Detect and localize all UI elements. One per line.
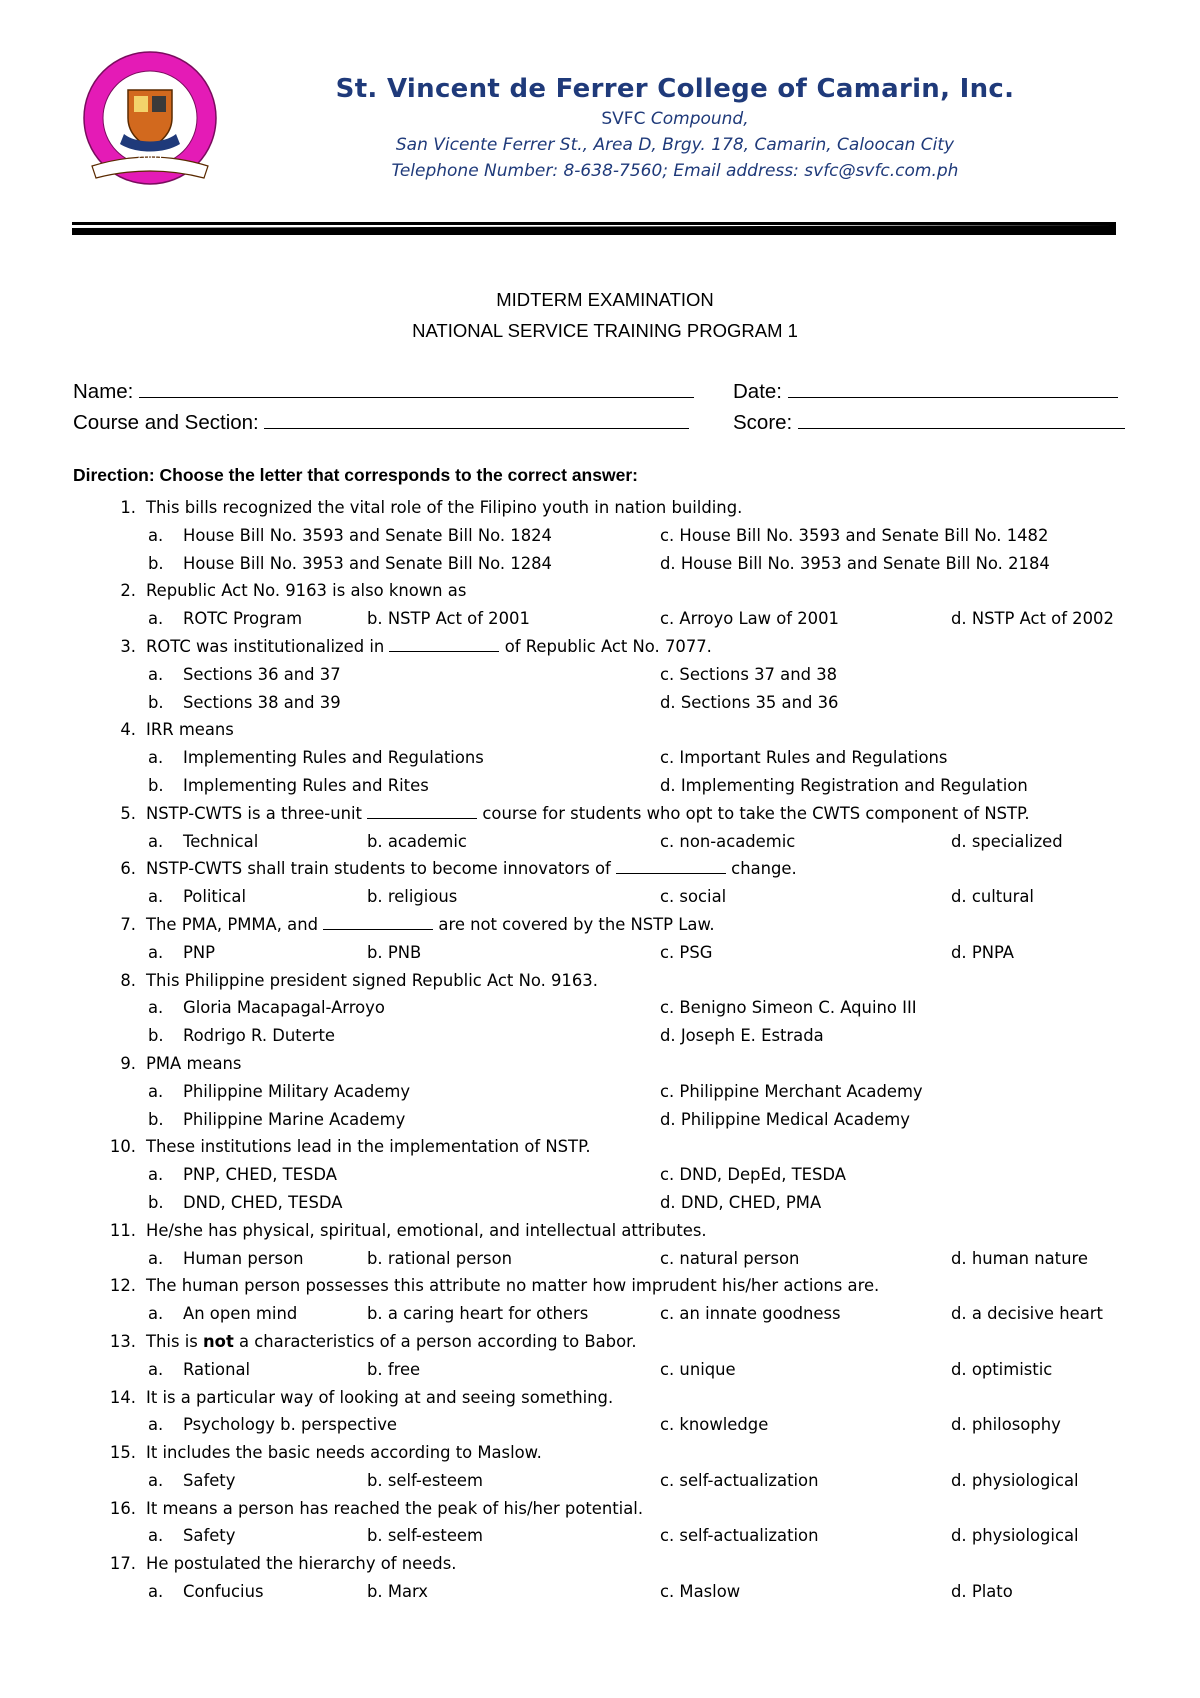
option-text[interactable]: d. Plato [951,1582,1013,1602]
option-row [0,994,1200,1022]
option-text[interactable]: c. PSG [660,942,713,962]
score-field[interactable] [733,406,1125,438]
option-letter[interactable]: a. [148,525,164,545]
course-section-field[interactable] [73,406,689,438]
option-text[interactable]: d. physiological [951,1470,1079,1490]
question-row [0,1272,1200,1300]
question-text: NSTP-CWTS shall train students to become innovators of change. [146,855,797,883]
option-text[interactable]: b. rational person [367,1248,512,1268]
option-text[interactable]: House Bill No. 3953 and Senate Bill No. 1284 [183,553,552,573]
option-text[interactable]: d. philosophy [951,1415,1061,1435]
option-letter[interactable]: b. [148,692,164,712]
question-row [0,1217,1200,1245]
course-label: Course and Section: [73,411,259,434]
question-text: This bills recognized the vital role of the Filipino youth in nation building. [146,498,743,517]
option-text[interactable]: c. Maslow [660,1582,741,1602]
question-row [0,1384,1200,1412]
question-row [0,855,1200,883]
option-text[interactable]: d. Implementing Registration and Regulation [660,775,1028,795]
option-text[interactable]: d. DND, CHED, PMA [660,1192,822,1212]
date-blank[interactable] [788,375,1118,398]
question-text: It includes the basic needs according to Maslow. [146,1443,542,1463]
option-letter[interactable]: a. [148,609,164,629]
exam-titles [0,284,1200,346]
question-text: He postulated the hierarchy of needs. [146,1554,457,1574]
question-text: The human person possesses this attribute no matter how imprudent his/her actions are. [146,1276,880,1296]
option-letter[interactable]: b. [148,1026,164,1046]
question-text: The PMA, PMMA, and are not covered by the NSTP Law. [146,911,715,939]
question-text: This Philippine president signed Republic Act No. 9163. [146,970,598,990]
question-number: 10. [109,1137,136,1157]
option-text[interactable]: d. specialized [951,831,1063,851]
option-letter[interactable]: a. [148,1304,164,1324]
question-row [0,494,1200,522]
question-number: 8. [120,970,136,990]
option-row [0,689,1200,717]
option-letter[interactable]: a. [148,998,164,1018]
option-letter[interactable]: a. [148,1526,164,1546]
option-text[interactable]: Confucius [183,1582,264,1602]
option-text[interactable]: d. PNPA [951,942,1015,962]
option-text[interactable]: c. knowledge [660,1415,769,1435]
option-text[interactable]: b. religious [367,887,458,907]
option-row [0,939,1200,967]
direction: Direction: Choose the letter that corresponds to the correct answer: [73,465,638,485]
option-text[interactable]: b. NSTP Act of 2001 [367,609,530,629]
question-row [0,967,1200,995]
option-row [0,1522,1200,1550]
option-row [0,772,1200,800]
option-text[interactable]: Political [183,887,247,907]
option-row [0,1189,1200,1217]
question-number: 1. [120,498,136,517]
option-letter[interactable]: b. [148,1109,164,1129]
option-text[interactable]: c. social [660,887,727,907]
option-row [0,883,1200,911]
question-row [0,633,1200,661]
option-text[interactable]: c. non-academic [660,831,796,851]
letterhead [250,72,1100,184]
question-text: ROTC was institutionalized in of Republic Act No. 7077. [146,633,712,661]
option-text[interactable]: c. Arroyo Law of 2001 [660,609,839,629]
option-row [0,1022,1200,1050]
question-row [0,1439,1200,1467]
question-row [0,1495,1200,1523]
option-row [0,744,1200,772]
exam-title: MIDTERM EXAMINATION [496,289,714,310]
option-text[interactable]: c. self-actualization [660,1470,819,1490]
option-text[interactable]: c. Sections 37 and 38 [660,664,838,684]
option-letter[interactable]: a. [148,1359,164,1379]
question-text: Republic Act No. 9163 is also known as [146,581,467,601]
date-field[interactable] [733,375,1118,407]
option-text[interactable]: Philippine Marine Academy [183,1109,406,1129]
question-number: 12. [109,1276,136,1296]
question-text: This is not a characteristics of a person according to Babor. [146,1331,637,1351]
question-row [0,800,1200,828]
option-text[interactable]: PNP, CHED, TESDA [183,1165,337,1185]
option-text[interactable]: Psychology b. perspective [183,1415,398,1435]
question-row [0,1050,1200,1078]
question-text: He/she has physical, spiritual, emotional, and intellectual attributes. [146,1220,707,1240]
option-row [0,661,1200,689]
question-list [0,494,1200,1606]
question-number: 16. [109,1498,136,1518]
question-number: 13. [109,1331,136,1351]
option-letter[interactable]: a. [148,887,164,907]
option-letter[interactable]: a. [148,1582,164,1602]
option-text[interactable]: d. House Bill No. 3953 and Senate Bill No. 2184 [660,553,1050,573]
option-text[interactable]: c. DND, DepEd, TESDA [660,1165,846,1185]
name-blank[interactable] [139,375,694,398]
question-text: These institutions lead in the implementation of NSTP. [146,1137,591,1157]
option-row [0,1300,1200,1328]
question-number: 17. [109,1554,136,1574]
option-letter[interactable]: a. [148,1415,164,1435]
question-number: 14. [109,1387,136,1407]
answer-blank [323,911,433,930]
option-letter[interactable]: b. [148,775,164,795]
question-row [0,1133,1200,1161]
option-letter[interactable]: a. [148,1470,164,1490]
logo-year: 2001 [136,150,164,163]
question-number: 15. [109,1443,136,1463]
option-text[interactable]: d. a decisive heart [951,1304,1103,1324]
option-text[interactable]: d. NSTP Act of 2002 [951,609,1114,629]
compound-svfc: SVFC [601,109,646,129]
option-letter[interactable]: a. [148,1165,164,1185]
option-row [0,522,1200,550]
question-text: IRR means [146,720,234,740]
question-number: 5. [120,803,136,823]
contact-line: Telephone Number: 8-638-7560; Email address: svfc@svfc.com.ph [391,161,959,181]
option-text[interactable]: Sections 38 and 39 [183,692,341,712]
option-text[interactable]: b. PNB [367,942,422,962]
score-blank[interactable] [798,406,1125,429]
question-number: 4. [120,720,136,740]
question-row [0,1328,1200,1356]
option-letter[interactable]: a. [148,664,164,684]
option-text[interactable]: d. Joseph E. Estrada [660,1026,824,1046]
question-number: 9. [120,1053,136,1073]
option-row [0,1161,1200,1189]
option-text[interactable]: Safety [183,1470,236,1490]
answer-blank [389,633,499,652]
option-row [0,1106,1200,1134]
course-blank[interactable] [264,406,689,429]
option-text[interactable]: d. cultural [951,887,1034,907]
exam-subject: NATIONAL SERVICE TRAINING PROGRAM 1 [412,320,798,341]
question-row [0,911,1200,939]
option-text[interactable]: c. self-actualization [660,1526,819,1546]
question-emphasis: not [203,1331,234,1351]
option-text[interactable]: c. House Bill No. 3593 and Senate Bill No. 1482 [660,525,1049,545]
compound-rest: Compound, [645,109,749,129]
option-text[interactable]: Implementing Rules and Rites [183,775,429,795]
option-row [0,828,1200,856]
answer-blank [367,800,477,819]
option-row [0,1245,1200,1273]
date-label: Date: [733,380,782,403]
option-text[interactable]: d. human nature [951,1248,1088,1268]
option-text[interactable]: Technical [183,831,259,851]
option-letter[interactable]: a. [148,831,164,851]
street-address: San Vicente Ferrer St., Area D, Brgy. 178, Camarin, Caloocan City [395,135,955,155]
option-text[interactable]: c. unique [660,1359,736,1379]
option-text[interactable]: Rational [183,1359,251,1379]
option-text[interactable]: b. academic [367,831,467,851]
option-text[interactable]: ROTC Program [183,609,303,629]
question-text: It is a particular way of looking at and seeing something. [146,1387,614,1407]
option-text[interactable]: Rodrigo R. Duterte [183,1026,336,1046]
question-row [0,1550,1200,1578]
option-letter[interactable]: b. [148,553,164,573]
option-letter[interactable]: a. [148,1248,164,1268]
name-field[interactable] [73,375,694,407]
option-text[interactable]: Implementing Rules and Regulations [183,748,484,768]
option-text[interactable]: Human person [183,1248,304,1268]
option-text[interactable]: b. free [367,1359,421,1379]
option-text[interactable]: PNP [183,942,216,962]
question-number: 7. [120,914,136,934]
option-text[interactable]: Sections 36 and 37 [183,664,341,684]
option-letter[interactable]: a. [148,942,164,962]
option-row [0,605,1200,633]
option-row [0,1411,1200,1439]
option-text[interactable]: c. Important Rules and Regulations [660,748,948,768]
option-text[interactable]: d. physiological [951,1526,1079,1546]
option-letter[interactable]: a. [148,748,164,768]
option-row [0,550,1200,578]
option-text[interactable]: b. self-esteem [367,1470,483,1490]
question-text: PMA means [146,1053,242,1073]
option-text[interactable]: Gloria Macapagal-Arroyo [183,998,385,1018]
question-text: NSTP-CWTS is a three-unit course for students who opt to take the CWTS component of NSTP. [146,800,1030,828]
name-label: Name: [73,380,134,403]
option-row [0,1467,1200,1495]
option-letter[interactable]: a. [148,1081,164,1101]
option-text[interactable]: An open mind [183,1304,298,1324]
option-text[interactable]: d. Philippine Medical Academy [660,1109,910,1129]
question-number: 6. [120,859,136,879]
option-text[interactable]: b. Marx [367,1582,429,1602]
college-name: St. Vincent de Ferrer College of Camarin, Inc. [335,74,1015,104]
option-text[interactable]: d. optimistic [951,1359,1053,1379]
option-row [0,1578,1200,1606]
header-rule-thin [72,222,1116,225]
question-row [0,716,1200,744]
option-text[interactable]: Safety [183,1526,236,1546]
question-number: 2. [120,581,136,601]
score-label: Score: [733,411,793,434]
option-text[interactable]: c. Philippine Merchant Academy [660,1081,923,1101]
option-letter[interactable]: b. [148,1192,164,1212]
header-rule-thick [72,225,1116,235]
option-text[interactable]: c. Benigno Simeon C. Aquino III [660,998,917,1018]
college-logo [72,48,228,204]
question-number: 3. [120,636,136,656]
option-row [0,1356,1200,1384]
option-text[interactable]: b. self-esteem [367,1526,483,1546]
question-number: 11. [109,1220,136,1240]
option-text[interactable]: c. an innate goodness [660,1304,841,1324]
compound-line [250,106,1100,132]
option-text[interactable]: Philippine Military Academy [183,1081,411,1101]
question-row [0,577,1200,605]
option-text[interactable]: b. a caring heart for others [367,1304,589,1324]
option-text[interactable]: DND, CHED, TESDA [183,1192,343,1212]
option-text[interactable]: d. Sections 35 and 36 [660,692,839,712]
option-text[interactable]: c. natural person [660,1248,800,1268]
question-text: It means a person has reached the peak of his/her potential. [146,1498,644,1518]
option-row [0,1078,1200,1106]
option-text[interactable]: House Bill No. 3593 and Senate Bill No. 1824 [183,525,552,545]
answer-blank [616,855,726,874]
